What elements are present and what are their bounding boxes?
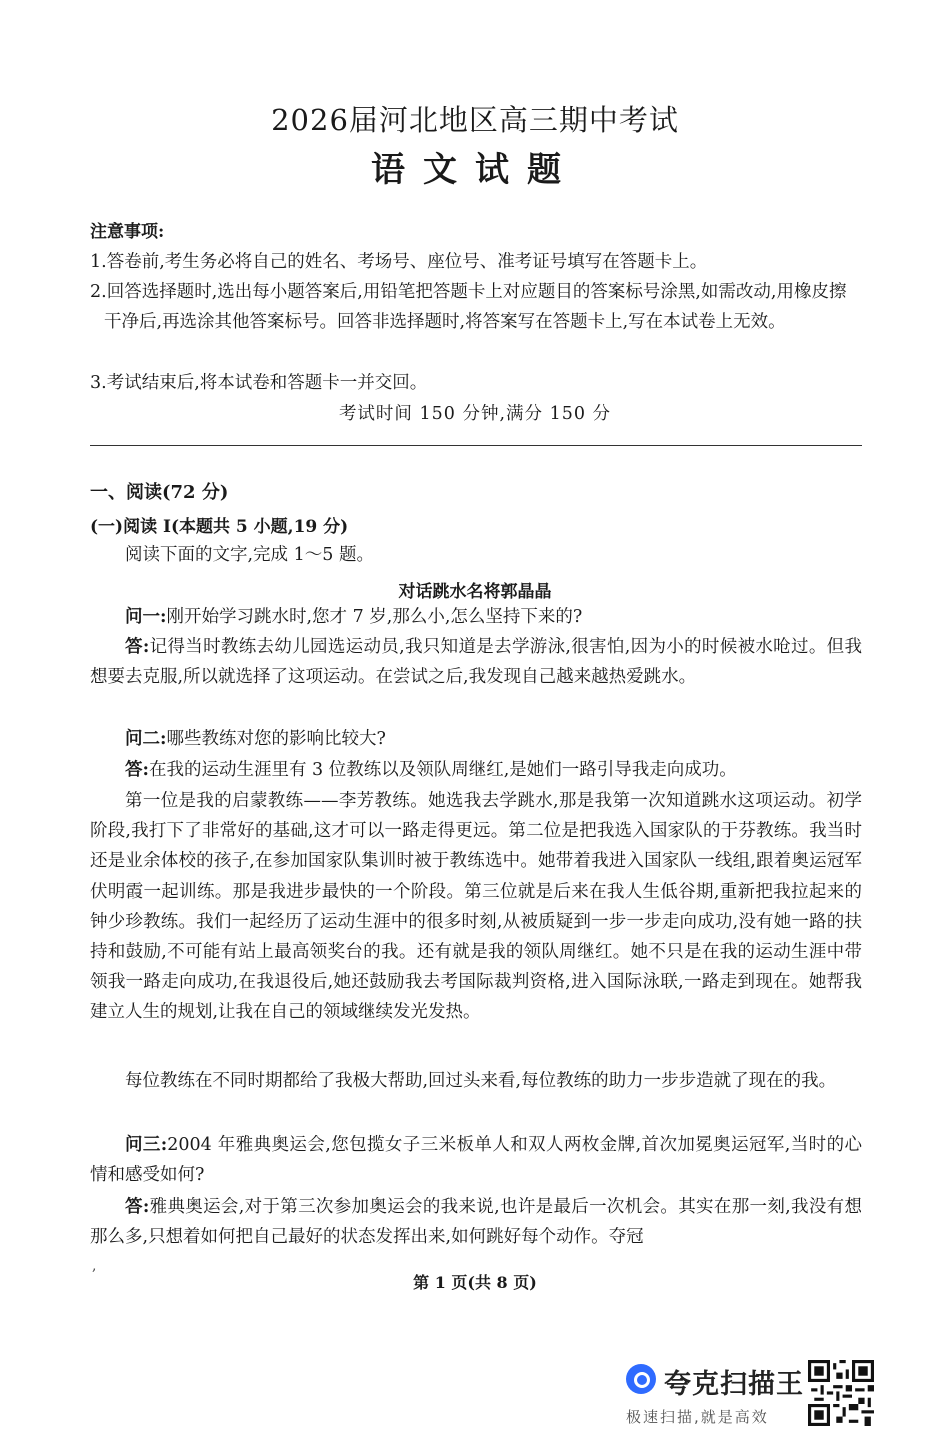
question-3: [90, 1130, 862, 1190]
exam-title: 2026届河北地区高三期中考试: [271, 103, 679, 137]
answer-paragraph: 第一位是我的启蒙教练——李芳教练。她选我去学跳水,那是我第一次知道跳水这项运动。初学阶段,我打下了非常好的基础,这才可以一路走得更远。第二位是把我选入国家队的于芬教练。我当时还是业余体校的孩子,在参加国家队集训时被于教练选中。她带着我进入国家队一线组,跟着奥运冠军伏明霞一起训练。那是我进步最快的一个阶段。第三位就是后来在我人生低谷期,重新把我拉起来的钟少珍教练。我们一起经历了运动生涯中的很多时刻,从被质疑到一步一步走向成功,没有她一路的扶持和鼓励,不可能有站上最高领奖台的我。还有就是我的领队周继红。她不只是在我的运动生涯中带领我一路走向成功,在我退役后,她还鼓励我去考国际裁判资格,进入国际泳联,一路走到现在。她帮我建立人生的规划,让我在自己的领域继续发光发热。: [90, 791, 862, 1023]
scanner-slogan: 极速扫描,就是高效: [626, 1408, 769, 1426]
qr-code-icon: [808, 1360, 874, 1426]
scanner-logo-icon: [626, 1364, 656, 1394]
answer-label: 答:: [125, 637, 150, 657]
answer-text: 在我的运动生涯里有 3 位教练以及领队周继红,是她们一路引导我走向成功。: [148, 760, 737, 780]
answer-3: [90, 1192, 862, 1252]
question-text: 刚开始学习跳水时,您才 7 岁,那么小,怎么坚持下来的?: [166, 607, 583, 627]
stray-mark: ,: [92, 1258, 97, 1274]
question-text: 2004 年雅典奥运会,您包揽女子三米板单人和双人两枚金牌,首次加冕奥运冠军,当时的心情和感受如何?: [90, 1135, 862, 1186]
exam-time: 考试时间 150 分钟,满分 150 分: [338, 404, 612, 424]
sub-section-heading: (一)阅读 I(本题共 5 小题,19 分): [90, 517, 349, 537]
notes-heading: 注意事项:: [90, 222, 165, 242]
question-label: 问二:: [125, 729, 167, 749]
answer-paragraph: 每位教练在不同时期都给了我极大帮助,回过头来看,每位教练的助力一步步造就了现在的我。: [125, 1071, 837, 1091]
subject-title: 语文试题: [371, 150, 579, 190]
scanner-brand: 夸克扫描王: [664, 1369, 804, 1400]
instruction: 阅读下面的文字,完成 1～5 题。: [125, 545, 374, 565]
section-heading: 一、阅读(72 分): [90, 482, 229, 503]
note-item: 1.答卷前,考生务必将自己的姓名、考场号、座位号、准考证号填写在答题卡上。: [90, 252, 708, 272]
answer-text: 记得当时教练去幼儿园选运动员,我只知道是去学游泳,很害怕,因为小的时候被水呛过。但我想要去克服,所以就选择了这项运动。在尝试之后,我发现自己越来越热爱跳水。: [90, 637, 863, 688]
answer-text: 雅典奥运会,对于第三次参加奥运会的我来说,也许是最后一次机会。其实在那一刻,我没有想那么多,只想着如何把自己最好的状态发挥出来,如何跳好每个动作。夺冠: [90, 1197, 863, 1248]
scanner-watermark: [618, 1358, 878, 1438]
page-number: 第 1 页(共 8 页): [413, 1273, 537, 1292]
note-item: 3.考试结束后,将本试卷和答题卡一并交回。: [90, 373, 428, 393]
answer-label: 答:: [125, 760, 149, 780]
question-label: 问一:: [125, 607, 167, 627]
answer-1: [90, 632, 862, 692]
question-label: 问三:: [125, 1135, 168, 1155]
question-1: [90, 602, 862, 632]
question-text: 哪些教练对您的影响比较大?: [166, 729, 386, 749]
answer-label: 答:: [125, 1197, 150, 1217]
note-item: 2.回答选择题时,选出每小题答案后,用铅笔把答题卡上对应题目的答案标号涂黑,如需改动,用橡皮擦干净后,再选涂其他答案标号。回答非选择题时,将答案写在答题卡上,写在本试卷上无效。: [90, 282, 847, 333]
answer-2: [90, 755, 862, 785]
question-2: [90, 724, 862, 754]
article-title: 对话跳水名将郭晶晶: [398, 582, 552, 602]
divider: [90, 445, 862, 446]
